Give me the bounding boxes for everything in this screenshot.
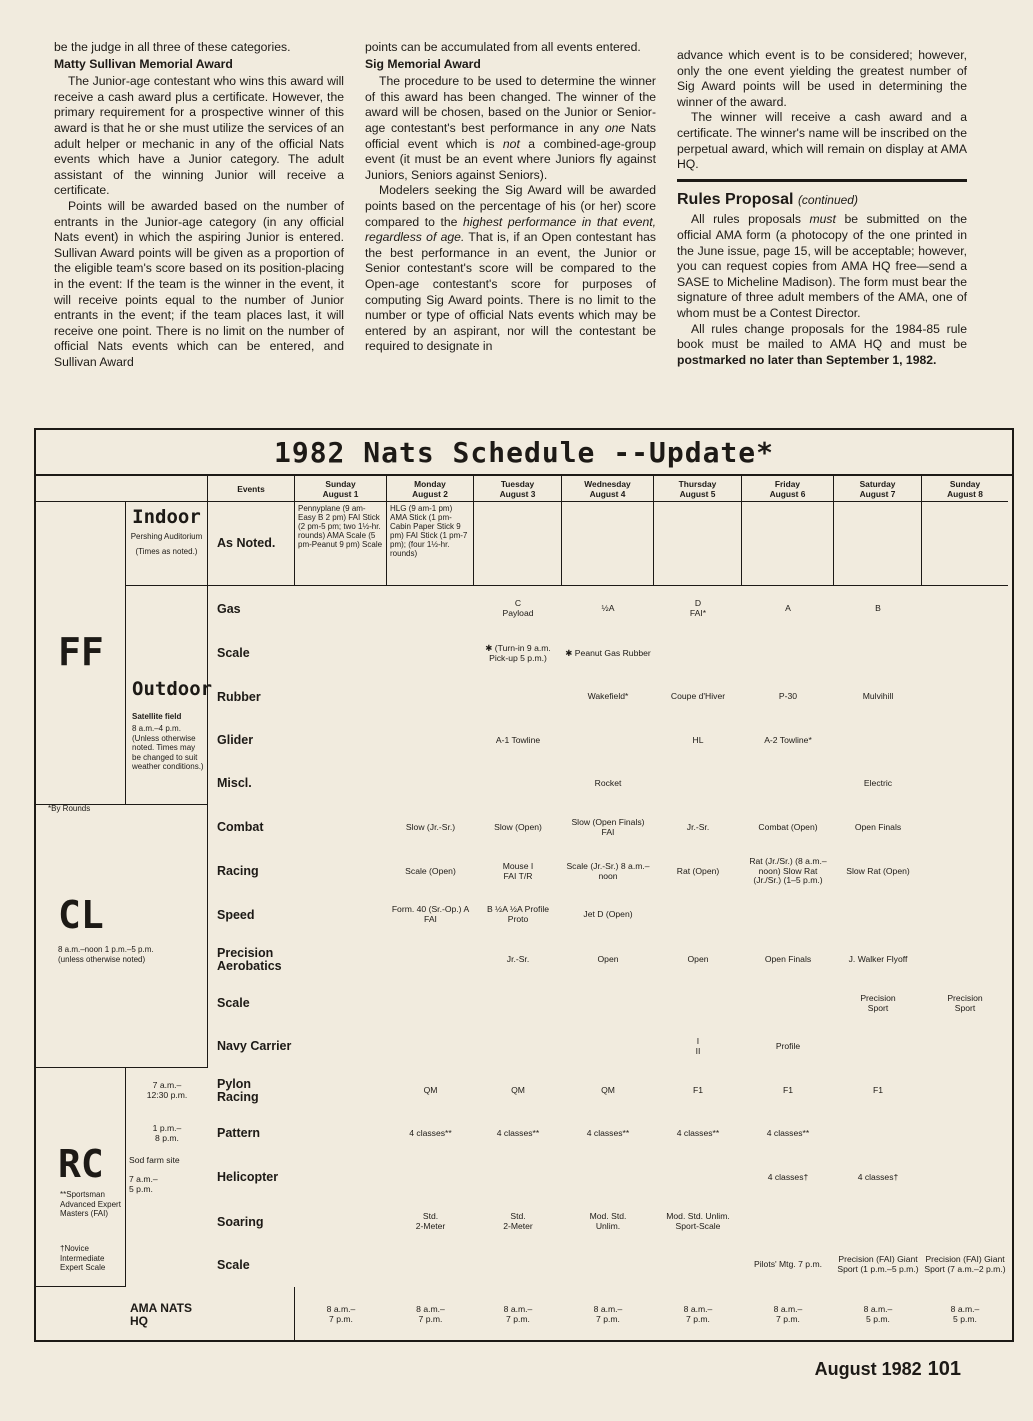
col3-paragraph: All rules change proposals for the 1984-85 rule book must be mailed to AMA HQ and must be postmarked no later than September 1, 1982. xyxy=(677,321,967,367)
header-blank xyxy=(36,476,208,502)
col3-paragraph: The winner will receive a cash award and a certificate. The winner's name will be inscribed on the perpetual award, which will remain on display at AMA HQ. xyxy=(677,110,967,172)
ff-outdoor-label: Outdoor Satellite field 8 a.m.–4 p.m. (Unless otherwise noted. Times may be changed to suit weather conditions.) xyxy=(126,586,208,805)
issue-date: August 1982 xyxy=(814,1359,922,1379)
day-header: Sunday August 1 xyxy=(295,476,387,502)
schedule-grid xyxy=(36,476,1012,1342)
col2-paragraph: Modelers seeking the Sig Award will be awarded points based on the percentage of his (or her) score compared to the highest performance in that event, regardless of age. That is, if an Open contestant has the best performance in an event, the Junior or Senior contestant's score will be compared to the Open-age contestant's score for purposes of computing Sig Award points. There is no limit to the number or type of official Nats events which may be entered by an aspirant, nor will the contestant be required to designate in xyxy=(365,183,656,354)
col3-paragraph: All rules proposals must be submitted on the official AMA form (a photocopy of the one printed in the June issue, page 15, will be acceptable; however, you can request copies from AMA HQ free—send a SASE to Micheline Madison). The form must bear the signature of three adult members of the AMA, one of whom must be a Contest Director. xyxy=(677,212,967,320)
col3-lead: advance which event is to be considered; however, only the one event yielding the greatest number of Sig Award points will be used in determining the winner of the award. xyxy=(677,48,967,109)
section-divider xyxy=(677,179,967,182)
cl-section-label: CL 8 a.m.–noon 1 p.m.–5 p.m. (unless otherwise noted) xyxy=(36,805,208,1068)
schedule-title: 1982 Nats Schedule --Update* xyxy=(36,430,1012,476)
ff-indoor-label: Indoor Pershing Auditorium (Times as noted.) xyxy=(126,502,208,586)
rc-section-label: RC **Sportsman Advanced Expert Masters (FAI) †Novice Intermediate Expert Scale xyxy=(36,1068,126,1287)
event-as-noted: As Noted. xyxy=(208,502,295,586)
col1-paragraph: Points will be awarded based on the number of entrants in the Junior-age category (in any official Nats event) in which the aspiring Junior is entered. Sullivan Award points will be given as a proportion of the eligible team's score based on its position-placing in the event: If the team is the winner in the event, it will receive points equal to the number of Junior entrants in the event; if the team places last, it will receive one point. There is no limit on the number of official Nats events which can be entered, and Sullivan Award xyxy=(54,198,344,369)
day-header: Friday August 6 xyxy=(742,476,834,502)
col1-paragraph: The Junior-age contestant who wins this award will receive a cash award plus a certificate. However, the primary requirement for a prospective winner of this award is that he or she must utilize the services of an adult helper or mechanic in any of the official Nats events which have a Junior category. The adult assistant of the winning Junior will receive a certificate. xyxy=(54,74,344,198)
indoor-sun-cell: Pennyplane (9 am-Easy B 2 pm) FAI Stick (2 pm-5 pm; two 1½-hr. rounds) AMA Scale (5 pm-Peanut 9 pm) Scale xyxy=(295,502,387,586)
article-column-3 xyxy=(677,48,967,368)
day-header: Thursday August 5 xyxy=(654,476,742,502)
col1-lead: be the judge in all three of these categories. xyxy=(54,40,291,54)
day-header: Saturday August 7 xyxy=(834,476,922,502)
nats-schedule-table xyxy=(34,428,1014,1342)
day-header: Tuesday August 3 xyxy=(474,476,562,502)
page-footer xyxy=(815,1358,961,1381)
article-column-1 xyxy=(54,40,344,370)
day-header: Monday August 2 xyxy=(387,476,474,502)
events-header: Events xyxy=(208,476,295,502)
indoor-mon-cell: HLG (9 am-1 pm) AMA Stick (1 pm-Cabin Paper Stick 9 pm) FAI Stick (1 pm-7 pm); (four 1½-hr. rounds) xyxy=(387,502,474,586)
article-column-2 xyxy=(365,40,656,355)
ff-section-label: FF *By Rounds xyxy=(36,502,126,805)
col2-paragraph: The procedure to be used to determine the winner of this award has been changed. The winner of the award will be chosen, based on the Junior or Senior-age contestant's best performance in any one Nats official event which is not a combined-age-group event (it must be an event where Juniors fly against Juniors, Seniors against Seniors). xyxy=(365,74,656,182)
ama-nats-hq-label: AMA NATS HQ xyxy=(36,1287,295,1342)
col2-lead: points can be accumulated from all events entered. xyxy=(365,40,641,54)
sig-award-heading: Sig Memorial Award xyxy=(365,56,481,71)
page-number: 101 xyxy=(927,1358,961,1380)
day-header: Sunday August 8 xyxy=(922,476,1008,502)
rules-proposal-heading: Rules Proposal (continued) xyxy=(677,190,858,208)
sullivan-award-heading: Matty Sullivan Memorial Award xyxy=(54,56,233,71)
day-header: Wednesday August 4 xyxy=(562,476,654,502)
